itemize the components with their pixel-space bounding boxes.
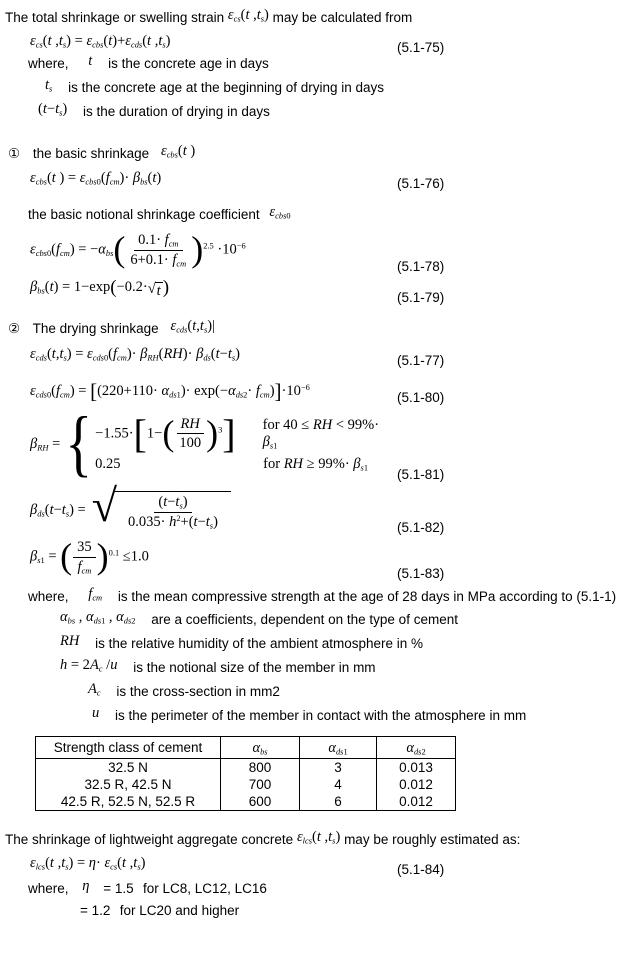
definition-text: is the duration of drying in days <box>82 103 270 119</box>
symbol-rh: RH <box>60 633 80 650</box>
definition-text: is the relative humidity of the ambient atmosphere in % <box>95 636 424 652</box>
equation-number-84: (5.1-84) <box>397 861 445 877</box>
where-block-3 <box>0 878 624 921</box>
section-1-title: the basic shrinkage <box>32 146 150 162</box>
cell-alpha-ds2: 0.012 <box>377 776 456 793</box>
equation-row-84 <box>30 853 624 877</box>
equation-row-75 <box>30 31 624 55</box>
equation-number-83: (5.1-83) <box>397 565 445 581</box>
header-alpha-ds1: $\alpha_{ds1}$ <box>300 736 377 758</box>
where-label: where, <box>28 588 69 604</box>
cell-strength-class: 32.5 N <box>36 758 221 776</box>
piecewise-expression: −1.55·[1−( $\frac{RH}{100}$ )$^3$] <box>95 410 236 456</box>
eta-value: = 1.2 <box>80 902 111 918</box>
equation-row-81 <box>30 403 624 485</box>
cell-alpha-ds1: 3 <box>300 758 377 776</box>
piecewise-definition <box>30 403 397 485</box>
equation-number-82: (5.1-82) <box>397 520 445 536</box>
eta-condition: for LC8, LC12, LC16 <box>143 880 267 896</box>
equation-76: $\varepsilon_{cbs}(t$ ) = $\varepsilon_{cbs0}(f_{cm})\cdot \beta_{bs}(t)$ <box>30 169 162 187</box>
where-label: where, <box>28 55 69 71</box>
definition-line <box>28 878 624 899</box>
equation-number-77: (5.1-77) <box>397 353 445 369</box>
intro-text-pre: The total shrinkage or swelling strain <box>5 10 225 25</box>
lightweight-line <box>5 829 624 850</box>
definition-line <box>28 53 624 74</box>
inline-math-drying-shrinkage: $\varepsilon_{cds}(t,t_s)|$ <box>170 318 215 335</box>
definition-text: is the concrete age at the beginning of drying in days <box>68 79 385 95</box>
circled-2-marker: ② <box>8 321 21 337</box>
equation-number-81: (5.1-81) <box>397 466 445 482</box>
equation-number-75: (5.1-75) <box>397 39 445 55</box>
definition-line <box>88 681 624 702</box>
symbol-ac: $A_c$ <box>88 681 101 698</box>
cell-alpha-bs: 700 <box>221 776 300 793</box>
inline-math-lightweight-strain: $\varepsilon_{lcs}(t$ $,t_s$) <box>296 828 341 846</box>
where-label: where, <box>28 880 69 896</box>
cell-strength-class: 32.5 R, 42.5 N <box>36 776 221 793</box>
equation-83: $\beta_{s1}$ = ( 35 $f_{cm}$ )$^{0.1}$ ≤1.0 <box>30 536 149 577</box>
where-block-1 <box>0 53 624 122</box>
definition-line <box>60 657 624 678</box>
equation-row-78 <box>30 229 624 274</box>
equation-number-79: (5.1-79) <box>397 290 445 306</box>
cement-coefficients-table-wrap <box>35 736 624 811</box>
cell-alpha-bs: 800 <box>221 758 300 776</box>
eta-condition: for LC20 and higher <box>119 902 240 918</box>
cement-coefficients-table <box>35 736 456 811</box>
piecewise-condition: for 40 ≤ RH < $99\%\cdot \beta_{s1}$ <box>262 417 380 451</box>
definition-text: are a coefficients, dependent on the type of cement <box>151 612 458 628</box>
symbol-eta: η <box>82 877 90 894</box>
cell-alpha-ds1: 4 <box>300 776 377 793</box>
equation-row-82 <box>30 479 624 536</box>
piecewise-condition: for RH ≥ $99\%\cdot \beta_{s1}$ <box>263 456 369 473</box>
intro-line <box>5 7 624 28</box>
where-block-2 <box>0 586 624 726</box>
definition-line <box>80 902 624 921</box>
definition-text: is the concrete age in days <box>108 55 269 71</box>
intro-text-post: may be calculated from <box>272 10 413 25</box>
header-strength-class: Strength class of cement <box>36 736 221 758</box>
table-header-row <box>36 736 456 758</box>
definition-text: is the mean compressive strength at the age of 28 days in MPa according to (5.1-1) <box>117 588 617 604</box>
symbol-t: t <box>88 52 93 69</box>
definition-line <box>38 101 624 122</box>
symbol-alpha-coefficients: $\alpha_{bs}$ , $\alpha_{ds1}$ , $\alpha_{ds2}$ <box>60 609 136 627</box>
symbol-fcm: $f_{cm}$ <box>88 585 103 603</box>
definition-line <box>45 77 624 98</box>
equation-82 <box>30 479 397 531</box>
section-2-title: The drying shrinkage <box>32 321 159 337</box>
equation-82-lhs: $\beta_{ds}(t-t_s)$ = <box>30 502 86 519</box>
equation-81 <box>30 403 397 485</box>
equation-row-79 <box>30 277 624 306</box>
equation-77: $\varepsilon_{cds}(t,t_s) = \varepsilon_{cds0}(f_{cm})\cdot \beta_{RH}(RH)\cdot \beta_{ds}(t-t_s)$ <box>30 346 241 363</box>
cell-strength-class: 42.5 R, 52.5 N, 52.5 R <box>36 793 221 811</box>
lightweight-text-post: may be roughly estimated as: <box>344 831 521 847</box>
cell-alpha-ds2: 0.012 <box>377 793 456 811</box>
piecewise-rows <box>95 412 397 477</box>
definition-text: is the cross-section in mm2 <box>116 684 280 700</box>
lightweight-text-pre: The shrinkage of lightweight aggregate concrete <box>5 831 294 847</box>
equation-number-78: (5.1-78) <box>397 258 445 274</box>
equation-row-83 <box>30 536 624 581</box>
definition-text: is the notional size of the member in mm <box>133 660 376 676</box>
symbol-t-minus-ts: $(t-t_s)$ <box>38 100 68 118</box>
radical-sign-icon: √ <box>91 479 117 531</box>
equation-row-77 <box>30 344 624 369</box>
equation-75: $\varepsilon_{cs}(t$ $,t_s) = \varepsilon_{cbs}(t)+\varepsilon_{cds}(t$ $,t_s$) <box>30 33 171 50</box>
notional-coefficient-line <box>28 204 624 225</box>
symbol-u: u <box>92 704 100 721</box>
section-2-header <box>8 318 624 339</box>
cell-alpha-ds2: 0.013 <box>377 758 456 776</box>
equation-78: $\varepsilon_{cbs0}(f_{cm}) = -\alpha_{bs}$( $0.1\cdot f_{cm}$ $6+0.1\cdot f_{cm}$ )$^{2.5} \cdot 10^{-6}$ <box>30 229 246 270</box>
table-row <box>36 758 456 776</box>
notional-text: the basic notional shrinkage coefficient <box>28 207 260 223</box>
equation-number-80: (5.1-80) <box>397 389 445 405</box>
inline-math-total-strain: $\varepsilon_{cs}(t$ $,t_s$) <box>227 7 269 24</box>
definition-line <box>92 705 624 726</box>
equation-number-76: (5.1-76) <box>397 176 445 192</box>
section-1-header <box>8 143 624 164</box>
symbol-notional-size: $h = 2A_c$ /u <box>60 657 118 674</box>
radical-body: $\frac{(t-t_s)}{0.035\cdot h^2+(t-t_s)}$ <box>115 491 231 530</box>
symbol-ts: $t_s$ <box>45 76 53 94</box>
piecewise-row <box>95 456 397 473</box>
header-alpha-ds2: $\alpha_{ds2}$ <box>377 736 456 758</box>
definition-line <box>28 586 624 607</box>
eta-value: = 1.5 <box>103 880 134 896</box>
inline-math-basic-shrinkage: $\varepsilon_{cbs}(t$ ) <box>160 143 196 161</box>
equation-84: $\varepsilon_{lcs}(t$ $,t_s) = \eta\cdot \varepsilon_{cs}(t$ $,t_s$) <box>30 854 146 872</box>
equation-79: $\beta_{bs}(t) = 1-\exp(-0.2\cdot$ √ t ) <box>30 277 170 300</box>
equation-81-lhs: $\beta_{RH}$ = <box>30 435 61 453</box>
left-brace: { <box>65 403 93 485</box>
piecewise-expression: 0.25 <box>95 456 121 473</box>
circled-1-marker: ① <box>8 146 21 162</box>
equation-80: $\varepsilon_{cds0}(f_{cm}) = [(220+110\cdot \alpha_{ds1})\cdot \exp(-\alpha_{ds2}\cdot f_{cm})]\cdot 10^{-6}$ <box>30 379 310 404</box>
inline-math-notional-coefficient: $\varepsilon_{cbs0}$ <box>269 204 291 221</box>
table-row <box>36 776 456 793</box>
definition-text: is the perimeter of the member in contact with the atmosphere in mm <box>115 707 527 723</box>
table-row <box>36 793 456 811</box>
cell-alpha-bs: 600 <box>221 793 300 811</box>
definition-line <box>60 633 624 654</box>
cell-alpha-ds1: 6 <box>300 793 377 811</box>
equation-row-76 <box>30 167 624 192</box>
radical <box>91 479 231 531</box>
equation-row-80 <box>30 379 624 405</box>
definition-line <box>60 609 624 630</box>
header-alpha-bs: $\alpha_{bs}$ <box>221 736 300 758</box>
piecewise-row <box>95 410 397 456</box>
